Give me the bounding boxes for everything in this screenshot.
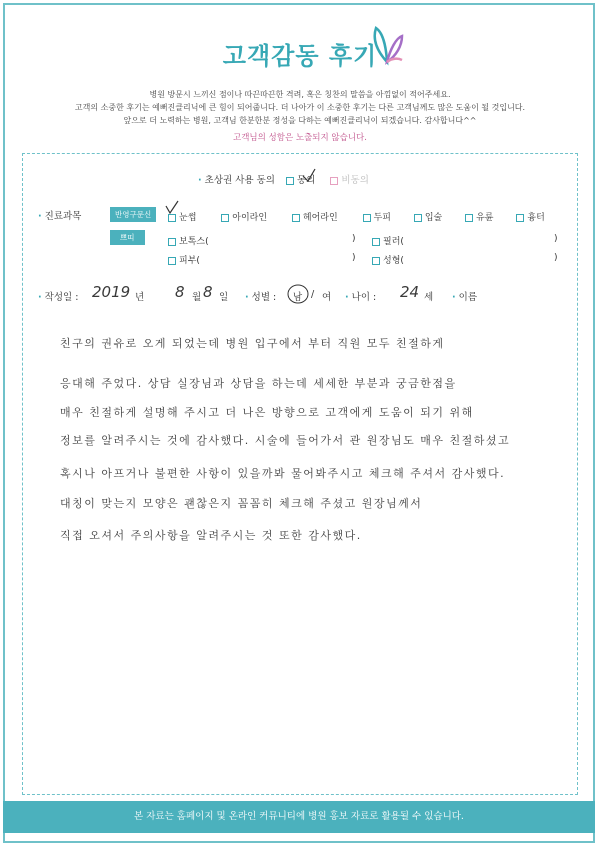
botox-close: ) [352,234,356,244]
tag-semi-permanent: 반영구문신 [110,207,156,222]
review-line: 응대해 주었다. 상담 실장님과 상담을 하는데 세세한 부분과 궁금한점을 [60,377,457,390]
skin-close: ) [352,253,356,263]
bullet-icon: · [38,211,42,222]
bullet-icon: · [345,292,349,303]
option-lips: 입술 [424,213,443,223]
gender-female: 여 [322,292,332,303]
checkbox[interactable] [372,238,380,246]
checkbox[interactable] [372,257,380,265]
age-label-wrap [345,289,376,303]
review-line: 대칭이 맞는지 모양은 괜찮은지 꼼꼼히 체크해 주셨고 원장님께서 [60,497,423,510]
bullet-icon: · [452,292,456,303]
bullet-icon: · [198,175,202,186]
day-value: 8 [203,283,213,301]
intro-text [0,88,600,127]
consent-disagree-label: 비동의 [341,175,369,186]
consent-agree-label: 동의 [296,175,316,186]
option-eyeline: 아이라인 [232,213,268,223]
review-line: 직접 오셔서 주의사항을 알려주시는 것 또한 감사했다. [60,529,362,542]
age-value: 24 [400,283,420,301]
gender-label: 성별 : [251,292,277,303]
department-label-wrap [38,208,81,222]
checkbox[interactable] [465,214,473,222]
check-mark-icon [301,168,317,184]
footer-banner: 본 자료는 홈페이지 및 온라인 커뮤니티에 병원 홍보 자료로 활용될 수 있습니다. [3,801,595,833]
review-line: 친구의 권유로 오게 되었는데 병원 입구에서 부터 직원 모두 친절하게 [60,337,445,350]
department-label: 진료과목 [44,211,82,222]
option-areola: 유륜 [476,213,494,223]
filler-close: ) [554,234,558,244]
review-line: 혹시나 아프거나 불편한 사항이 있을까봐 물어봐주시고 체크해 주셔서 감사했다. [60,467,506,480]
name-label: 이름 [458,292,477,303]
dept-options-row1 [168,210,545,223]
month-unit: 월 [192,292,202,303]
gender-slash: / [311,289,315,300]
review-line: 매우 친절하게 설명해 주시고 더 나은 방향으로 고객에게 도움이 되기 위해 [60,406,474,419]
intro-line: 고객의 소중한 후기는 예뻐진클리닉에 큰 힘이 되어줍니다. 더 나아가 이 소중한 후기는 다른 고객님께도 많은 도움이 될 것입니다. [74,103,526,112]
surgery-close: ) [554,253,558,263]
header [0,36,600,71]
checkbox[interactable] [363,214,371,222]
consent-row [198,172,369,186]
date-label-wrap [38,289,78,303]
option-hairline: 헤어라인 [302,213,338,223]
checkbox[interactable] [168,257,176,265]
intro-line: 병원 방문시 느끼신 점이나 따끈따끈한 격려, 혹은 칭찬의 말씀을 아낌없이 적어주세요. [149,90,451,99]
year-value: 2019 [92,283,131,301]
skin-field [168,253,200,266]
day-unit: 일 [219,292,229,303]
consent-label: 초상권 사용 동의 [204,175,275,186]
checkbox[interactable] [221,214,229,222]
date-label: 작성일 : [44,292,79,303]
circle-mark-icon [286,283,310,305]
age-label: 나이 : [351,292,377,303]
consent-disagree-checkbox[interactable] [330,177,338,185]
option-scalp: 두피 [373,213,391,223]
privacy-note: 고객님의 성함은 노출되지 않습니다. [233,133,367,143]
surgery-field [372,253,404,266]
filler-label: 필러( [383,237,404,247]
tag-petit: 쁘띠 [110,230,145,245]
surgery-label: 성형( [383,256,404,266]
gender-male: 남 [293,292,303,303]
bullet-icon: · [38,292,42,303]
name-label-wrap [452,289,477,303]
month-value: 8 [175,283,185,301]
gender-label-wrap [245,289,276,303]
botox-label: 보톡스( [179,237,209,247]
botox-field [168,234,209,247]
option-scar: 흉터 [527,213,545,223]
filler-field [372,234,404,247]
age-unit: 세 [424,292,434,303]
consent-agree-checkbox[interactable] [286,177,294,185]
checkbox[interactable] [168,238,176,246]
check-mark-icon [164,200,180,216]
skin-label: 피부( [179,256,200,266]
checkbox[interactable] [516,214,524,222]
page-title: 고객감동 후기 [222,42,378,70]
intro-line: 앞으로 더 노력하는 병원, 고객님 한분한분 정성을 다하는 예뻐진클리닉이 되겠습니다. 감사합니다^^ [123,116,477,125]
butterfly-logo-icon [368,22,406,68]
option-eyebrow: 눈썹 [179,213,197,223]
checkbox[interactable] [414,214,422,222]
checkbox[interactable] [292,214,300,222]
year-unit: 년 [135,292,145,303]
bullet-icon: · [245,292,249,303]
review-line: 정보를 알려주시는 것에 감사했다. 시술에 들어가서 관 원장님도 매우 친절하셨고 [60,434,511,447]
